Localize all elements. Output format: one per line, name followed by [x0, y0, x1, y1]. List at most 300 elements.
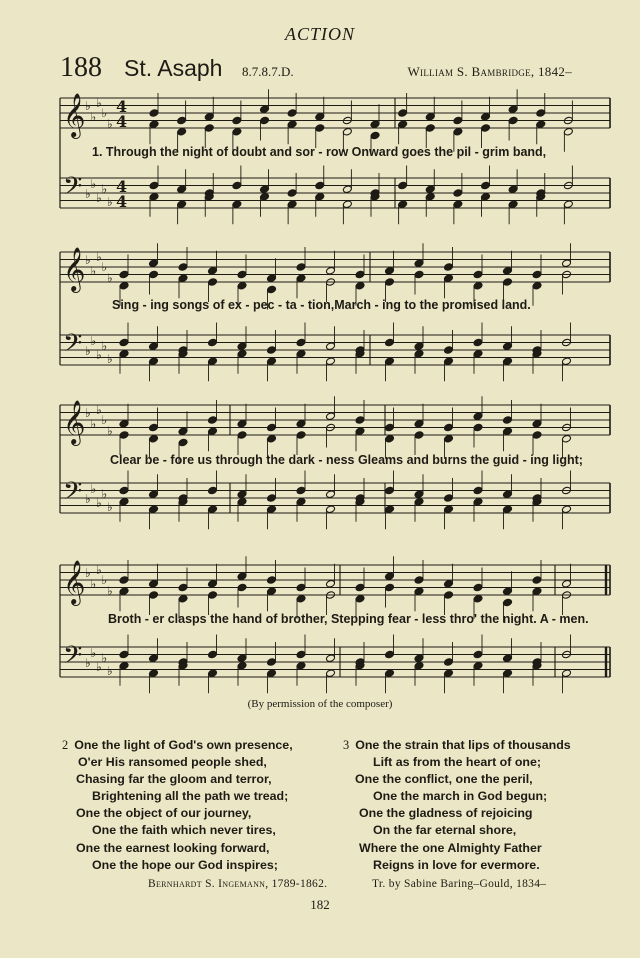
note-head — [562, 434, 572, 443]
note-head — [503, 654, 513, 663]
note-head — [267, 423, 277, 432]
note-head — [562, 669, 572, 678]
note-head — [178, 438, 188, 447]
flat-sign: ♭ — [90, 334, 97, 348]
verse-number: 3 — [343, 738, 350, 752]
note-head — [414, 497, 424, 506]
verse-line: One the earnest looking forward, — [76, 840, 270, 855]
translator-credit: Tr. by Sabine Baring–Gould, 1834– — [372, 878, 547, 890]
note-head — [296, 274, 306, 283]
verse-line: 2 One the light of God's own presence, — [62, 738, 293, 752]
note-head — [177, 185, 187, 194]
bass-clef: 𝄢 — [63, 172, 83, 207]
note-head — [119, 270, 129, 279]
note-head — [208, 486, 218, 495]
flat-sign: ♭ — [96, 191, 102, 205]
note-head — [149, 669, 159, 678]
flat-sign: ♭ — [101, 182, 108, 196]
verse-line: Chasing far the gloom and terror, — [76, 772, 272, 787]
note-head — [208, 669, 218, 678]
note-head — [473, 281, 483, 290]
note-head — [149, 434, 159, 443]
bass-clef: 𝄢 — [63, 329, 83, 364]
note-head — [267, 587, 277, 596]
note-head — [177, 200, 187, 209]
note-head — [149, 490, 159, 499]
note-head — [481, 124, 491, 133]
note-head — [267, 357, 277, 366]
note-head — [267, 434, 277, 443]
note-head — [532, 281, 542, 290]
treble-clef: 𝄞 — [63, 93, 86, 137]
note-head — [326, 669, 336, 678]
note-head — [532, 431, 542, 440]
note-head — [562, 505, 572, 514]
note-head — [473, 338, 483, 347]
note-head — [481, 192, 491, 201]
note-head — [398, 120, 408, 129]
note-head — [296, 594, 306, 603]
note-head — [508, 105, 518, 114]
note-head — [370, 131, 380, 140]
note-head — [237, 342, 247, 351]
note-head — [503, 357, 513, 366]
note-head — [119, 486, 129, 495]
note-head — [260, 185, 270, 194]
note-head — [414, 270, 424, 279]
note-head — [326, 490, 336, 499]
note-head — [296, 650, 306, 659]
hymn-number: 188 — [60, 52, 102, 83]
note-head — [532, 419, 542, 428]
verse-line: One the faith which never tires, — [92, 823, 276, 838]
author-credit: Bernhardt S. Ingemann, 1789-1862. — [148, 878, 328, 890]
note-head — [536, 120, 546, 129]
note-head — [503, 598, 513, 607]
note-head — [503, 490, 513, 499]
note-head — [149, 270, 159, 279]
note-head — [508, 200, 518, 209]
verse-line: Lift as from the heart of one; — [373, 755, 541, 770]
flat-sign: ♭ — [107, 195, 113, 209]
note-head — [355, 594, 365, 603]
note-head — [315, 124, 325, 133]
note-head — [453, 189, 463, 198]
flat-sign: ♭ — [96, 660, 102, 674]
note-head — [260, 105, 270, 114]
note-head — [342, 200, 352, 209]
verse-2 — [62, 737, 293, 874]
note-head — [473, 650, 483, 659]
note-head — [355, 583, 365, 592]
note-head — [385, 266, 395, 275]
verse-number: 2 — [62, 738, 69, 752]
note-head — [503, 669, 513, 678]
flat-sign: ♭ — [101, 260, 108, 274]
note-head — [532, 270, 542, 279]
bass-clef: 𝄢 — [63, 641, 83, 676]
note-head — [232, 116, 242, 125]
note-head — [260, 192, 270, 201]
note-head — [119, 419, 129, 428]
note-head — [237, 654, 247, 663]
flat-sign: ♭ — [96, 496, 102, 510]
note-head — [370, 120, 380, 129]
flat-sign: ♭ — [107, 584, 113, 598]
note-head — [414, 419, 424, 428]
note-head — [296, 497, 306, 506]
treble-clef: 𝄞 — [63, 247, 86, 291]
note-head — [414, 587, 424, 596]
note-head — [208, 650, 218, 659]
note-head — [326, 266, 336, 275]
note-head — [563, 200, 573, 209]
note-head — [473, 412, 483, 421]
note-head — [204, 112, 214, 121]
note-head — [119, 338, 129, 347]
flat-sign: ♭ — [107, 271, 113, 285]
flat-sign: ♭ — [101, 651, 108, 665]
flat-sign: ♭ — [101, 573, 108, 587]
note-head — [481, 112, 491, 121]
note-head — [473, 486, 483, 495]
note-head — [287, 189, 297, 198]
note-head — [414, 431, 424, 440]
note-head — [287, 200, 297, 209]
note-head — [178, 594, 188, 603]
flat-sign: ♭ — [96, 348, 102, 362]
note-head — [562, 579, 572, 588]
note-head — [503, 266, 513, 275]
lyric-line: Broth - er clasps the hand of brother, Stepping fear - less thro' the night. A - men. — [108, 612, 589, 626]
note-head — [444, 669, 454, 678]
flat-sign: ♭ — [101, 413, 108, 427]
note-head — [208, 338, 218, 347]
note-head — [149, 357, 159, 366]
note-head — [237, 497, 247, 506]
note-head — [473, 423, 483, 432]
note-head — [149, 109, 159, 118]
note-head — [232, 181, 242, 190]
note-head — [414, 259, 424, 268]
note-head — [296, 583, 306, 592]
note-head — [178, 263, 188, 272]
note-head — [355, 281, 365, 290]
note-head — [119, 587, 129, 596]
verse-line: One the gladness of rejoicing — [359, 806, 533, 821]
note-head — [385, 434, 395, 443]
note-head — [385, 338, 395, 347]
note-head — [444, 579, 454, 588]
time-signature: 4 — [116, 177, 128, 196]
flat-sign: ♭ — [85, 566, 91, 580]
note-head — [267, 669, 277, 678]
note-head — [444, 591, 454, 600]
flat-sign: ♭ — [85, 344, 91, 358]
flat-sign: ♭ — [85, 492, 91, 506]
note-head — [208, 416, 218, 425]
note-head — [178, 274, 188, 283]
note-head — [326, 579, 336, 588]
note-head — [536, 109, 546, 118]
note-head — [149, 192, 159, 201]
note-head — [119, 281, 129, 290]
note-head — [562, 357, 572, 366]
note-head — [267, 285, 277, 294]
treble-clef: 𝄞 — [63, 560, 86, 604]
note-head — [342, 127, 352, 136]
note-head — [473, 594, 483, 603]
verse-line: 3 One the strain that lips of thousands — [343, 738, 571, 752]
flat-sign: ♭ — [101, 487, 108, 501]
note-head — [149, 342, 159, 351]
note-head — [385, 423, 395, 432]
note-head — [296, 263, 306, 272]
note-head — [385, 572, 395, 581]
note-head — [315, 192, 325, 201]
note-head — [208, 266, 218, 275]
note-head — [453, 116, 463, 125]
note-head — [444, 658, 454, 667]
flat-sign: ♭ — [85, 656, 91, 670]
note-head — [342, 185, 352, 194]
note-head — [425, 192, 435, 201]
note-head — [237, 281, 247, 290]
note-head — [503, 427, 513, 436]
note-head — [326, 412, 336, 421]
flat-sign: ♭ — [107, 352, 113, 366]
note-head — [149, 654, 159, 663]
note-head — [508, 185, 518, 194]
note-head — [208, 591, 218, 600]
flat-sign: ♭ — [101, 339, 108, 353]
note-head — [232, 200, 242, 209]
note-head — [149, 591, 159, 600]
flat-sign: ♭ — [107, 117, 113, 131]
note-head — [398, 200, 408, 209]
note-head — [563, 127, 573, 136]
note-head — [237, 572, 247, 581]
note-head — [444, 346, 454, 355]
flat-sign: ♭ — [107, 500, 113, 514]
note-head — [532, 587, 542, 596]
note-head — [414, 342, 424, 351]
note-head — [119, 497, 129, 506]
bass-clef: 𝄢 — [63, 477, 83, 512]
note-head — [444, 423, 454, 432]
note-head — [149, 505, 159, 514]
flat-sign: ♭ — [101, 106, 108, 120]
flat-sign: ♭ — [90, 177, 97, 191]
note-head — [473, 270, 483, 279]
note-head — [267, 505, 277, 514]
verse-line: One the conflict, one the peril, — [355, 772, 533, 787]
flat-sign: ♭ — [96, 96, 102, 110]
page-number: 182 — [310, 897, 330, 912]
verse-3 — [343, 737, 571, 874]
note-head — [267, 274, 277, 283]
composer-credit: William S. Bambridge, 1842– — [407, 64, 572, 79]
note-head — [414, 490, 424, 499]
tune-name: St. Asaph — [124, 55, 223, 81]
note-head — [385, 357, 395, 366]
note-head — [385, 278, 395, 287]
note-head — [444, 274, 454, 283]
note-head — [453, 127, 463, 136]
note-head — [315, 112, 325, 121]
note-head — [385, 650, 395, 659]
note-head — [425, 185, 435, 194]
verse-line: Where the one Almighty Father — [359, 840, 542, 855]
flat-sign: ♭ — [96, 563, 102, 577]
lyric-line: Clear be - fore us through the dark - ness Gleams and burns the guid - ing light; — [110, 453, 583, 467]
note-head — [287, 109, 297, 118]
note-head — [237, 661, 247, 670]
note-head — [326, 342, 336, 351]
section-heading: ACTION — [284, 24, 355, 44]
note-head — [208, 427, 218, 436]
lyric-line: 1. Through the night of doubt and sor - row Onward goes the pil - grim band, — [92, 145, 547, 159]
note-head — [444, 494, 454, 503]
treble-clef: 𝄞 — [63, 400, 86, 444]
verse-line: On the far eternal shore, — [373, 823, 517, 838]
note-head — [208, 278, 218, 287]
flat-sign: ♭ — [90, 577, 97, 591]
flat-sign: ♭ — [85, 99, 91, 113]
note-head — [119, 576, 129, 585]
note-head — [267, 658, 277, 667]
flat-sign: ♭ — [90, 110, 97, 124]
note-head — [444, 263, 454, 272]
note-head — [237, 490, 247, 499]
note-head — [178, 427, 188, 436]
note-head — [177, 116, 187, 125]
flat-sign: ♭ — [107, 664, 113, 678]
note-head — [204, 124, 214, 133]
note-head — [562, 259, 572, 268]
note-head — [208, 579, 218, 588]
note-head — [326, 505, 336, 514]
note-head — [503, 505, 513, 514]
note-head — [398, 109, 408, 118]
note-head — [453, 200, 463, 209]
note-head — [414, 654, 424, 663]
note-head — [355, 427, 365, 436]
note-head — [414, 349, 424, 358]
note-head — [414, 576, 424, 585]
note-head — [177, 127, 187, 136]
note-head — [508, 116, 518, 125]
note-head — [149, 259, 159, 268]
note-head — [473, 349, 483, 358]
lyric-line: Sing - ing songs of ex - pec - ta - tion,March - ing to the promised land. — [112, 298, 531, 312]
note-head — [260, 116, 270, 125]
note-head — [237, 349, 247, 358]
note-head — [119, 661, 129, 670]
note-head — [503, 416, 513, 425]
note-head — [232, 127, 242, 136]
note-head — [208, 505, 218, 514]
flat-sign: ♭ — [90, 264, 97, 278]
note-head — [119, 650, 129, 659]
note-head — [414, 661, 424, 670]
note-head — [385, 486, 395, 495]
flat-sign: ♭ — [85, 253, 91, 267]
note-head — [296, 338, 306, 347]
verse-line: Reigns in love for evermore. — [373, 857, 540, 872]
note-head — [267, 346, 277, 355]
note-head — [296, 431, 306, 440]
flat-sign: ♭ — [85, 406, 91, 420]
note-head — [237, 419, 247, 428]
verse-line: One the march in God begun; — [373, 789, 548, 804]
note-head — [444, 434, 454, 443]
note-head — [503, 587, 513, 596]
note-head — [287, 120, 297, 129]
note-head — [503, 278, 513, 287]
note-head — [473, 583, 483, 592]
note-head — [473, 661, 483, 670]
note-head — [149, 579, 159, 588]
note-head — [178, 583, 188, 592]
flat-sign: ♭ — [90, 646, 97, 660]
note-head — [208, 357, 218, 366]
flat-sign: ♭ — [90, 482, 97, 496]
time-signature: 4 — [116, 112, 128, 131]
note-head — [481, 181, 491, 190]
note-head — [473, 497, 483, 506]
time-signature: 4 — [116, 192, 128, 211]
note-head — [237, 431, 247, 440]
note-head — [385, 669, 395, 678]
note-head — [326, 357, 336, 366]
flat-sign: ♭ — [85, 187, 91, 201]
note-head — [237, 583, 247, 592]
note-head — [385, 583, 395, 592]
verse-line: Brightening all the path we tread; — [92, 789, 289, 804]
flat-sign: ♭ — [96, 403, 102, 417]
verse-line: O'er His ransomed people shed, — [78, 755, 267, 770]
note-head — [444, 357, 454, 366]
note-head — [425, 124, 435, 133]
note-head — [119, 349, 129, 358]
note-head — [532, 576, 542, 585]
note-head — [149, 423, 159, 432]
flat-sign: ♭ — [90, 417, 97, 431]
note-head — [385, 505, 395, 514]
note-head — [425, 112, 435, 121]
note-head — [444, 505, 454, 514]
note-head — [267, 494, 277, 503]
note-head — [503, 342, 513, 351]
time-signature: 4 — [116, 97, 128, 116]
note-head — [237, 270, 247, 279]
note-head — [149, 120, 159, 129]
meter: 8.7.8.7.D. — [242, 64, 294, 79]
verse-line: One the object of our journey, — [76, 806, 252, 821]
note-head — [355, 270, 365, 279]
note-head — [315, 181, 325, 190]
flat-sign: ♭ — [107, 424, 113, 438]
note-head — [296, 349, 306, 358]
note-head — [296, 419, 306, 428]
note-head — [149, 181, 159, 190]
note-head — [296, 661, 306, 670]
note-head — [398, 181, 408, 190]
permission-note: (By permission of the composer) — [247, 698, 393, 710]
note-head — [267, 576, 277, 585]
note-head — [326, 654, 336, 663]
